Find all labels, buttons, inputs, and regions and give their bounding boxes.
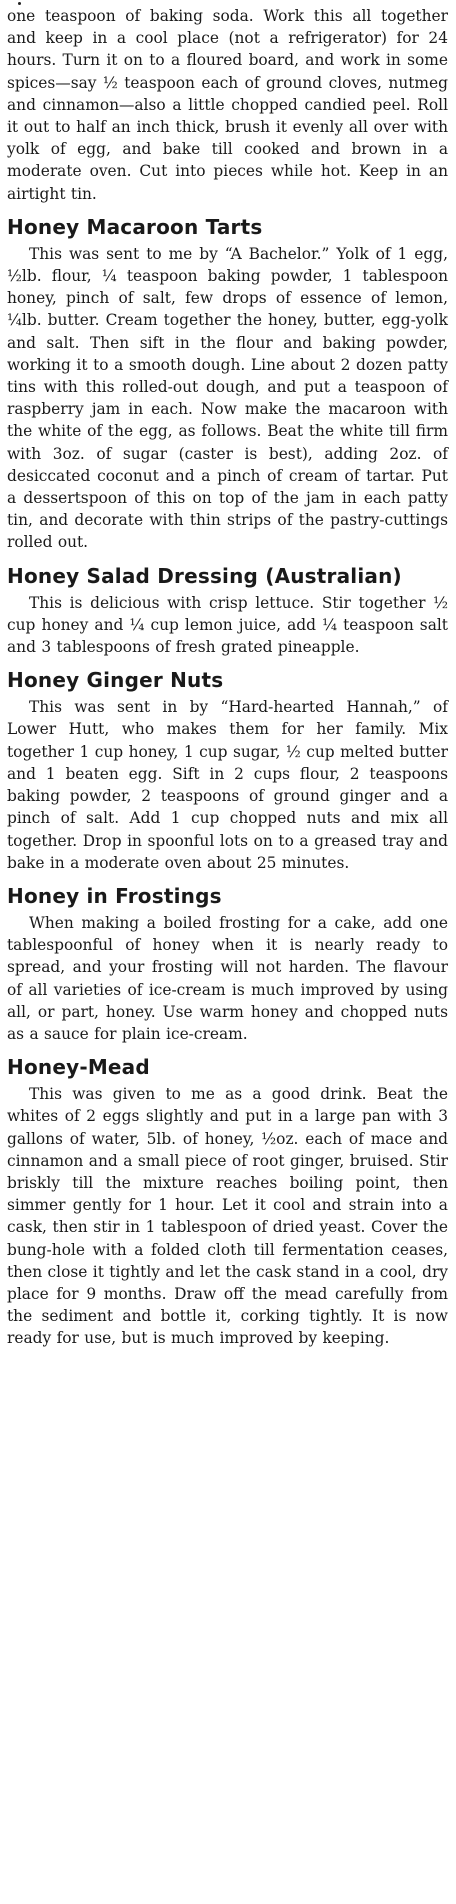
- recipe-body-honey-mead: This was given to me as a good drink. Beat the whites of 2 eggs slightly and put in a large pan with 3 gallons of water, 5lb. of honey, ½oz. each of mace and cinnamon and a small piece of root ginger, bruised. Stir briskly till the mixture reaches boiling point, then simmer gently for 1 hour. Let it cool and strain into a cask, then stir in 1 tablespoon of dried yeast. Cover the bung-hole with a folded cloth till fermentation ceases, then close it tightly and let the cask stand in a cool, dry place for 9 months. Draw off the mead carefully from the sediment and bottle it, corking tightly. It is now ready for use, but is much improved by keeping.: [7, 1085, 448, 1348]
- ink-dot: [18, 2, 21, 5]
- recipe-heading-honey-salad-dressing: Honey Salad Dressing (Australian): [7, 563, 402, 588]
- recipe-heading-honey-mead: Honey-Mead: [7, 1055, 150, 1080]
- recipe-body-honey-salad-dressing: This is delicious with crisp lettuce. Stir together ½ cup honey and ¼ cup lemon juice, add ¼ teaspoon salt and 3 tablespoons of fresh grated pineapple.: [7, 593, 448, 657]
- recipe-heading-honey-in-frostings: Honey in Frostings: [7, 883, 222, 908]
- recipe-heading-honey-ginger-nuts: Honey Ginger Nuts: [7, 668, 224, 693]
- recipe-body-honey-ginger-nuts: This was sent in by “Hard-hearted Hannah,” of Lower Hutt, who makes them for her family. Mix together 1 cup honey, 1 cup sugar, ½ cup melted butter and 1 beaten egg. Sift in 2 cups flour, 2 teaspoons baking powder, 2 teaspoons of ground ginger and a pinch of salt. Add 1 cup chopped nuts and mix all together. Drop in spoonful lots on to a greased tray and bake in a moderate oven about 25 minutes.: [7, 698, 448, 872]
- recipe-body-honey-macaroon-tarts: This was sent to me by “A Bachelor.” Yolk of 1 egg, ½lb. flour, ¼ teaspoon baking powder, 1 tablespoon honey, pinch of salt, few drops of essence of lemon, ¼lb. butter. Cream together the honey, butter, egg-yolk and salt. Then sift in the flour and baking powder, working it to a smooth dough. Line about 2 dozen patty tins with this rolled-out dough, and put a teaspoon of raspberry jam in each. Now make the macaroon with the white of the egg, as follows. Beat the white till firm with 3oz. of sugar (caster is best), adding 2oz. of desiccated coconut and a pinch of cream of tartar. Put a dessertspoon of this on top of the jam in each patty tin, and decorate with thin strips of the pastry-cuttings rolled out.: [7, 244, 448, 552]
- intro-paragraph: one teaspoon of baking soda. Work this all together and keep in a cool place (not a refrigerator) for 24 hours. Turn it on to a floured board, and work in some spices—say ½ teaspoon each of ground cloves, nutmeg and cinnamon—also a little chopped candied peel. Roll it out to half an inch thick, brush it evenly all over with yolk of egg, and bake till cooked and brown in a moderate oven. Cut into pieces while hot. Keep in an airtight tin.: [7, 7, 448, 203]
- recipe-heading-honey-macaroon-tarts: Honey Macaroon Tarts: [7, 214, 263, 239]
- recipe-body-honey-in-frostings: When making a boiled frosting for a cake, add one tablespoonful of honey when it is nearly ready to spread, and your frosting will not harden. The flavour of all varieties of ice-cream is much improved by using all, or part, honey. Use warm honey and chopped nuts as a sauce for plain ice-cream.: [7, 913, 448, 1043]
